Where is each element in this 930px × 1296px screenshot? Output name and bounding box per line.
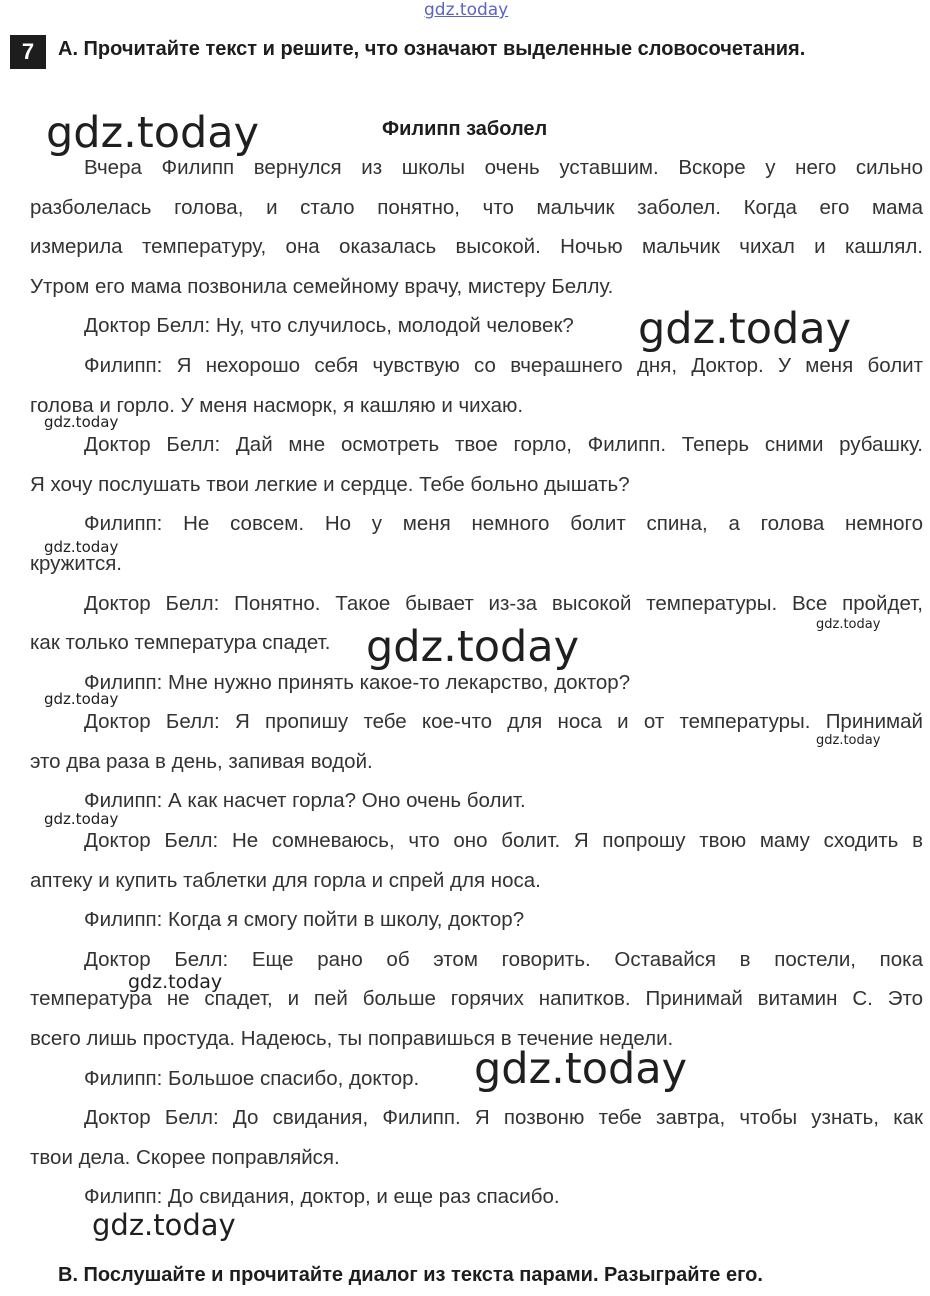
text-line: Филипп: Большое спасибо, доктор.: [84, 1067, 420, 1090]
text-line: кружится.: [30, 552, 122, 575]
text-line: Филипп: Я нехорошо себя чувствую со вчерашнего дня, Доктор. У меня болит: [84, 354, 923, 377]
task-b-heading: B. Послушайте и прочитайте диалог из текста парами. Разыграйте его.: [58, 1264, 763, 1286]
text-line: Филипп: А как насчет горла? Оно очень болит.: [84, 789, 526, 812]
text-line: твои дела. Скорее поправляйся.: [30, 1146, 340, 1169]
watermark: gdz.today: [44, 690, 119, 708]
text-line: разболелась голова, и стало понятно, что мальчик заболел. Когда его мама: [30, 196, 923, 219]
text-line: Филипп: Когда я смогу пойти в школу, доктор?: [84, 908, 525, 931]
text-line: Доктор Белл: Понятно. Такое бывает из-за высокой температуры. Все пройдет,: [84, 592, 923, 615]
watermark: gdz.today: [128, 971, 223, 993]
text-line: это два раза в день, запивая водой.: [30, 750, 373, 773]
watermark-top: gdz.today: [424, 0, 509, 20]
text-line: Филипп: До свидания, доктор, и еще раз спасибо.: [84, 1185, 560, 1208]
watermark: gdz.today: [816, 617, 881, 632]
watermark: gdz.today: [46, 108, 260, 158]
text-line: Утром его мама позвонила семейному врачу, мистеру Беллу.: [30, 275, 614, 298]
text-line: Вчера Филипп вернулся из школы очень уставшим. Вскоре у него сильно: [84, 156, 923, 179]
text-line: Доктор Белл: Еще рано об этом говорить. Оставайся в постели, пока: [84, 948, 923, 971]
watermark: gdz.today: [366, 622, 580, 672]
text-line: Доктор Белл: Не сомневаюсь, что оно болит. Я попрошу твою маму сходить в: [84, 829, 923, 852]
text-line: измерила температуру, она оказалась высокой. Ночью мальчик чихал и кашлял.: [30, 235, 923, 258]
text-line: Доктор Белл: Ну, что случилось, молодой человек?: [84, 314, 574, 337]
watermark: gdz.today: [474, 1044, 688, 1094]
text-line: голова и горло. У меня насморк, я кашляю и чихаю.: [30, 394, 524, 417]
watermark: gdz.today: [44, 413, 119, 431]
text-line: всего лишь простуда. Надеюсь, ты поправишься в течение недели.: [30, 1027, 674, 1050]
text-line: Доктор Белл: До свидания, Филипп. Я позвоню тебе завтра, чтобы узнать, как: [84, 1106, 923, 1129]
watermark: gdz.today: [44, 810, 119, 828]
watermark: gdz.today: [92, 1208, 236, 1242]
text-line: Я хочу послушать твои легкие и сердце. Тебе больно дышать?: [30, 473, 630, 496]
text-line: как только температура спадет.: [30, 631, 331, 654]
text-line: температура не спадет, и пей больше горячих напитков. Принимай витамин С. Это: [30, 987, 923, 1010]
task-a-heading: A. Прочитайте текст и решите, что означают выделенные словосочетания.: [58, 38, 806, 60]
text-line: аптеку и купить таблетки для горла и спрей для носа.: [30, 869, 541, 892]
watermark: gdz.today: [44, 538, 119, 556]
watermark: gdz.today: [638, 304, 852, 354]
text-line: Филипп: Не совсем. Но у меня немного болит спина, а голова немного: [84, 512, 923, 535]
watermark: gdz.today: [816, 733, 881, 748]
story-title: Филипп заболел: [382, 118, 548, 140]
text-line: Филипп: Мне нужно принять какое-то лекарство, доктор?: [84, 671, 631, 694]
exercise-number: 7: [10, 35, 46, 69]
text-line: Доктор Белл: Я пропишу тебе кое-что для носа и от температуры. Принимай: [84, 710, 923, 733]
text-line: Доктор Белл: Дай мне осмотреть твое горло, Филипп. Теперь сними рубашку.: [84, 433, 923, 456]
